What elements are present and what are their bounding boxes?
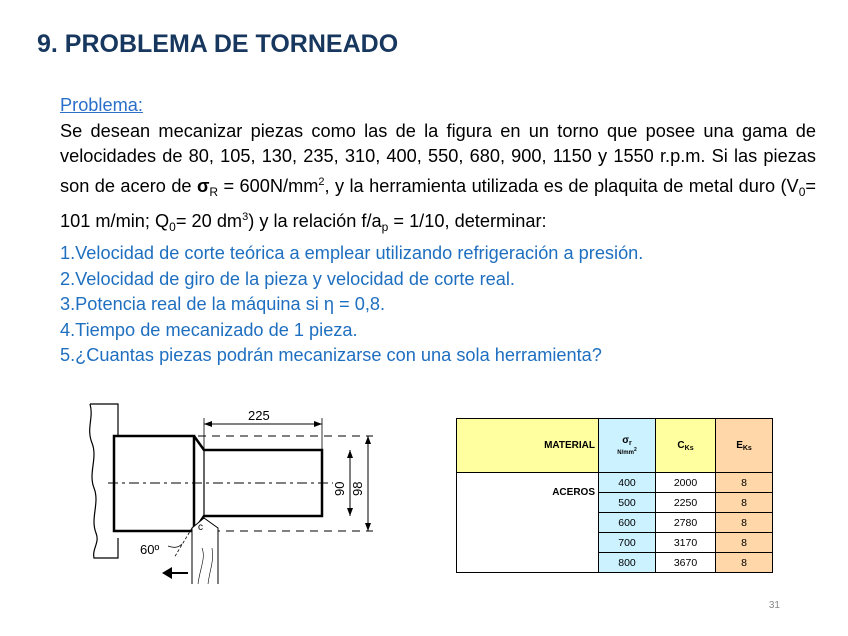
material-cell: ACEROS xyxy=(457,473,599,573)
ek-cell: 8 xyxy=(716,473,773,493)
tool-label: c xyxy=(198,522,203,533)
question-item-3: 3.Potencia real de la máquina si η = 0,8. xyxy=(60,294,386,315)
ck-cell: 3170 xyxy=(656,533,716,553)
sigma-cell: 400 xyxy=(599,473,656,493)
header-material: MATERIAL xyxy=(457,419,599,473)
ck-cell: 3670 xyxy=(656,553,716,573)
ek-cell: 8 xyxy=(716,493,773,513)
problem-heading: Problema: xyxy=(60,95,143,115)
ek-cell: 8 xyxy=(716,513,773,533)
sigma-cell: 600 xyxy=(599,513,656,533)
header-ek: $E_{Ks}$ xyxy=(716,419,773,473)
header-sigma: $\sigma_r$ $N/mm^2$ xyxy=(599,419,656,473)
question-item-4: 4.Tiempo de mecanizado de 1 pieza. xyxy=(60,319,358,340)
material-table xyxy=(456,418,773,573)
sigma-cell: 700 xyxy=(599,533,656,553)
sigma-cell: 500 xyxy=(599,493,656,513)
header-ck: $C_{Ks}$ xyxy=(656,419,716,473)
ck-cell: 2250 xyxy=(656,493,716,513)
ek-cell: 8 xyxy=(716,553,773,573)
slide-title: 9. PROBLEMA DE TORNEADO xyxy=(37,30,399,58)
sigma-symbol: σ xyxy=(196,175,210,196)
angle-label: 60º xyxy=(140,542,160,557)
dim-d2: 98 xyxy=(350,481,365,496)
problem-paragraph: Se desean mecanizar piezas como las de la figura en un torno que posee una gama de velocidades de 80, 105, 130, 235, 310, 400, 550, 680, 900, 1150 y 1550 r.p.m. Si las piezas son de acero de $\sigma_R = 600N/mm^2$, y la herramienta utilizada es de plaquita de metal duro ($V_0= 101$ m/min; $Q_0= 20$ $dm^3$) y la relación $f/a_p = 1/10$, determinar: xyxy=(60,120,817,235)
dim-d1: 90 xyxy=(332,481,347,496)
page-number: 31 xyxy=(768,600,780,611)
workpiece-drawing xyxy=(88,398,388,593)
ck-cell: 2780 xyxy=(656,513,716,533)
sigma-cell: 800 xyxy=(599,553,656,573)
dim-length: 225 xyxy=(248,408,270,423)
question-item-1: 1.Velocidad de corte teórica a emplear utilizando refrigeración a presión. xyxy=(60,242,644,263)
question-item-5: 5.¿Cuantas piezas podrán mecanizarse con una sola herramienta? xyxy=(60,345,602,366)
problem-statement xyxy=(60,93,816,369)
question-item-2: 2.Velocidad de giro de la pieza y velocidad de corte real. xyxy=(60,268,515,289)
ck-cell: 2000 xyxy=(656,473,716,493)
ek-cell: 8 xyxy=(716,533,773,553)
